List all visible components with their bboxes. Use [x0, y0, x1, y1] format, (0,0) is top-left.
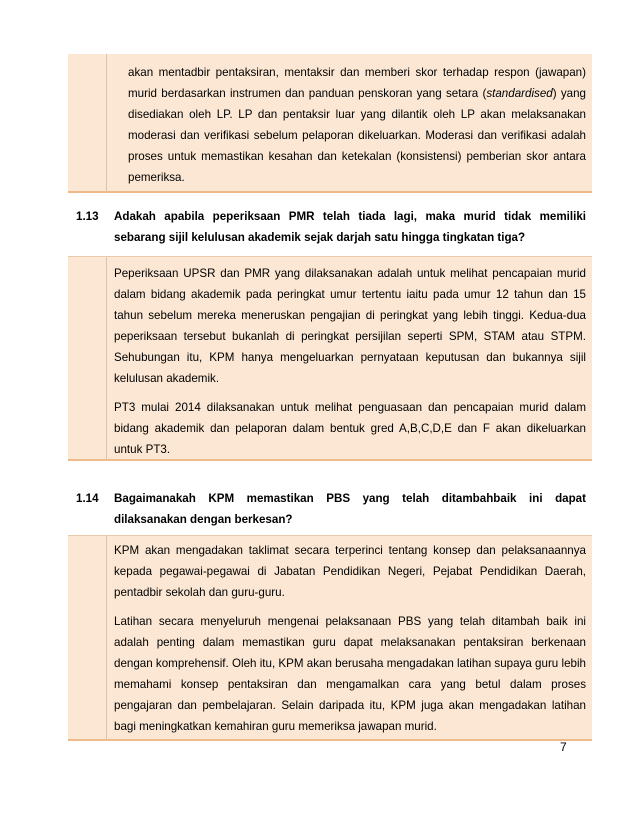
answer-text — [114, 263, 586, 468]
question-text: Adakah apabila peperiksaan PMR telah tiada lagi, maka murid tidak memiliki sebarang sijil kelulusan akademik sejak darjah satu hingga tingkatan tiga? — [114, 210, 586, 244]
number-column — [68, 257, 107, 459]
question-number: 1.13 — [76, 210, 99, 223]
answer-block — [68, 256, 592, 461]
answer-block-continued — [68, 54, 592, 193]
question-row — [68, 206, 592, 252]
answer-paragraph — [128, 62, 586, 188]
answer-text — [114, 540, 586, 745]
number-column — [68, 54, 107, 191]
answer-paragraph: Latihan secara menyeluruh mengenai pelaksanaan PBS yang telah ditambah baik ini adalah penting dalam memastikan guru dapat melaksanakan pentaksiran berkenaan dengan komprehensif. Oleh itu, KPM akan berusaha mengadakan latihan supaya guru lebih memahami konsep pentaksiran dan mengamalkan cara yang betul dalam proses pengajaran dan pembelajaran. Selain daripada itu, KPM juga akan mengadakan latihan bagi meningkatkan kemahiran guru memeriksa jawapan murid. — [114, 615, 586, 733]
answer-block — [68, 535, 592, 741]
answer-text-italic: standardised — [486, 87, 553, 100]
question-number: 1.14 — [76, 492, 99, 505]
answer-text-part: akan mentadbir pentaksiran, mentaksir dan memberi skor terhadap respon (jawapan) murid berdasarkan instrumen dan panduan penskoran yang setara ( — [128, 66, 586, 100]
answer-text — [128, 62, 586, 196]
question-row — [68, 488, 592, 532]
answer-paragraph: Peperiksaan UPSR dan PMR yang dilaksanakan adalah untuk melihat pencapaian murid dalam bidang akademik pada peringkat umur tertentu iaitu pada umur 12 tahun dan 15 tahun sebelum mereka meneruskan pengajian di peringkat yang lebih tinggi. Kedua-dua peperiksaan tersebut bukanlah di peringkat persijilan seperti SPM, STAM atau STPM. Sehubungan itu, KPM hanya mengeluarkan pernyataan keputusan dan bukannya sijil kelulusan akademik. — [114, 267, 586, 385]
answer-paragraph: KPM akan mengadakan taklimat secara terperinci tentang konsep dan pelaksanaannya kepada pegawai-pegawai di Jabatan Pendidikan Negeri, Pejabat Pendidikan Daerah, pentadbir sekolah dan guru-guru. — [114, 544, 586, 599]
number-column — [68, 536, 107, 739]
page-number: 7 — [560, 740, 567, 754]
question-text: Bagaimanakah KPM memastikan PBS yang telah ditambahbaik ini dapat dilaksanakan dengan berkesan? — [114, 492, 586, 526]
answer-text-part: ) yang disediakan oleh LP. LP dan pentaksir luar yang dilantik oleh LP akan melaksanakan moderasi dan verifikasi sebelum pelaporan dikeluarkan. Moderasi dan verifikasi adalah proses untuk memastikan kesahan dan ketekalan (konsistensi) pemberian skor antara pemeriksa. — [128, 87, 586, 184]
answer-paragraph: PT3 mulai 2014 dilaksanakan untuk melihat penguasaan dan pencapaian murid dalam bidang akademik dan pelaporan dalam bentuk gred A,B,C,D,E dan F akan dikeluarkan untuk PT3. — [114, 401, 586, 456]
